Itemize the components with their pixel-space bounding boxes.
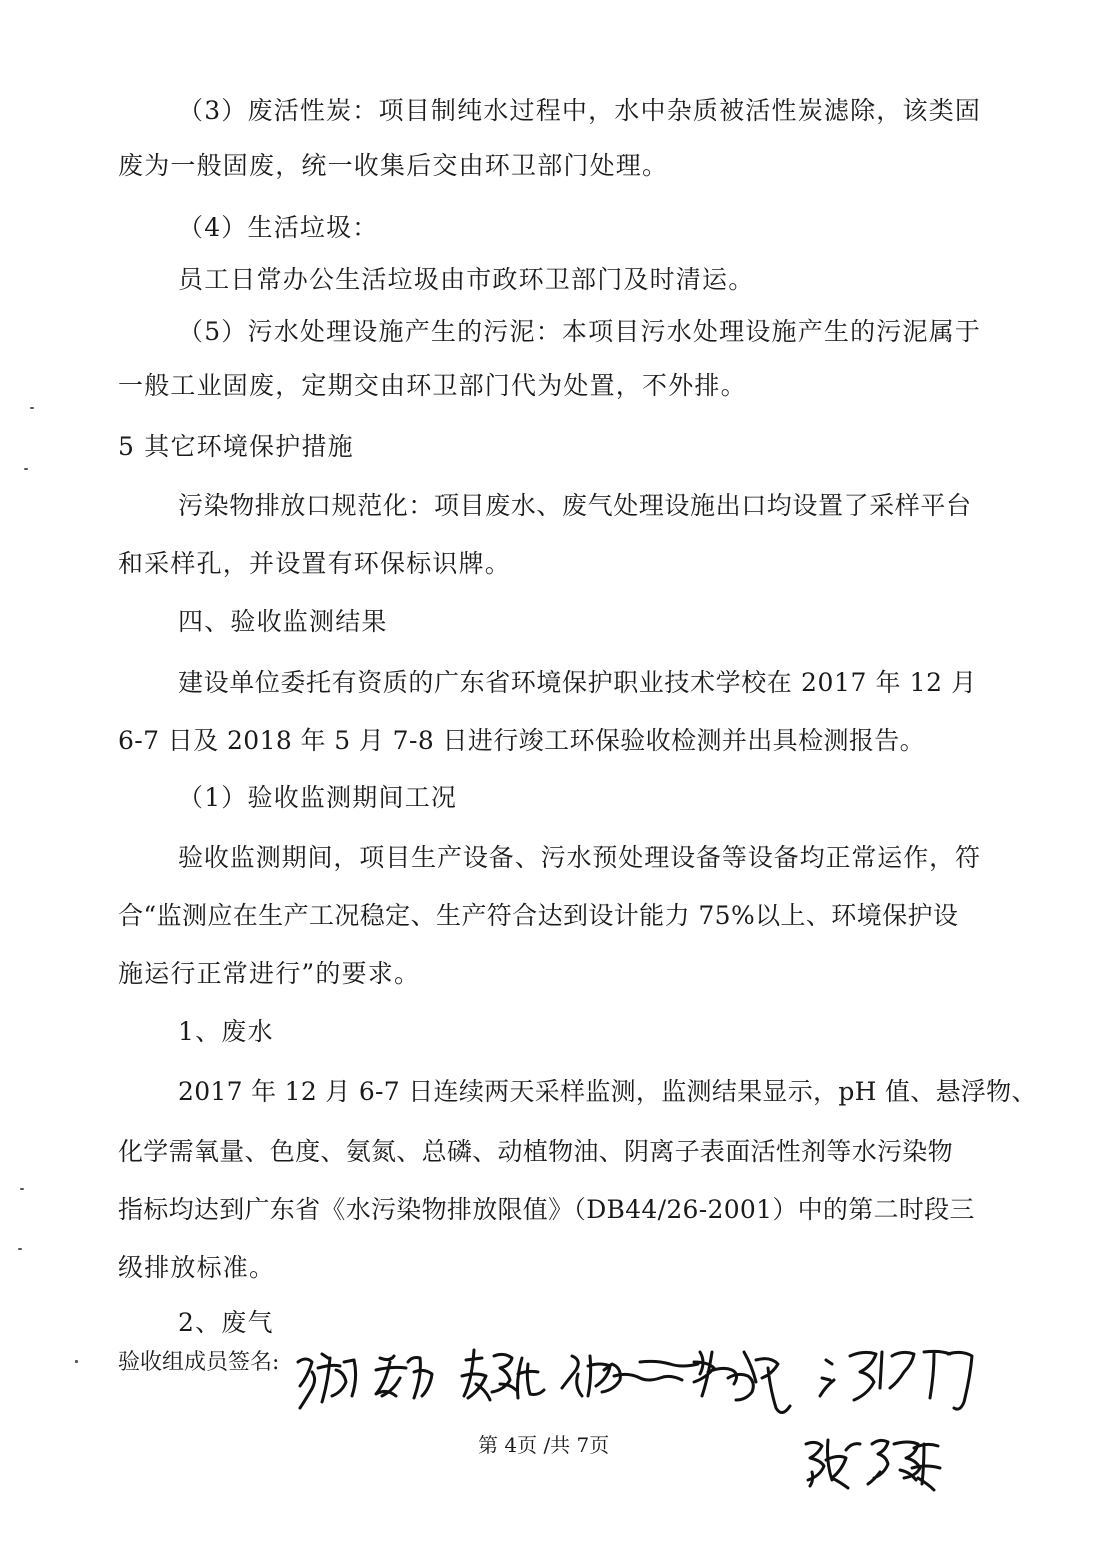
body-line: 验收监测期间，项目生产设备、污水预处理设备等设备均正常运作，符: [178, 843, 981, 872]
signature-label: 验收组成员签名:: [118, 1350, 280, 1375]
scan-speck: [18, 1248, 22, 1250]
scan-speck: [75, 1360, 78, 1363]
subsection-heading: 1、废水: [178, 1017, 274, 1046]
body-line: 指标均达到广东省《水污染物排放限值》（DB44/26-2001）中的第二时段三: [118, 1195, 975, 1224]
body-line: 一般工业固废，定期交由环卫部门代为处置，不外排。: [118, 371, 747, 400]
body-line: （5）污水处理设施产生的污泥：本项目污水处理设施产生的污泥属于: [178, 317, 982, 346]
section-heading: 5 其它环境保护措施: [118, 432, 354, 461]
scan-speck: [20, 1188, 24, 1190]
body-line: 合“监测应在生产工况稳定、生产符合达到设计能力 75%以上、环境保护设: [118, 901, 959, 930]
body-line: 员工日常办公生活垃圾由市政环卫部门及时清运。: [178, 265, 755, 294]
body-line: 级排放标准。: [118, 1253, 276, 1282]
section-heading: 四、验收监测结果: [178, 607, 388, 636]
body-line: 施运行正常进行”的要求。: [118, 959, 421, 988]
body-line: 建设单位委托有资质的广东省环境保护职业技术学校在 2017 年 12 月: [178, 668, 977, 697]
body-line: 6-7 日及 2018 年 5 月 7-8 日进行竣工环保验收检测并出具检测报告。: [118, 726, 926, 755]
scan-speck: [30, 407, 34, 409]
subsection-heading: 2、废气: [178, 1308, 274, 1337]
scan-speck: [24, 468, 28, 470]
body-line: （4）生活垃圾：: [178, 213, 379, 242]
page-footer: 第 4页 /共 7页: [478, 1433, 610, 1457]
subsection-heading: （1）验收监测期间工况: [178, 783, 458, 812]
body-line: 化学需氧量、色度、氨氮、总磷、动植物油、阴离子表面活性剂等水污染物: [118, 1137, 953, 1166]
body-line: 污染物排放口规范化：项目废水、废气处理设施出口均设置了采样平台: [178, 491, 972, 520]
body-line: 废为一般固废，统一收集后交由环卫部门处理。: [118, 151, 669, 180]
body-line: 2017 年 12 月 6-7 日连续两天采样监测，监测结果显示，pH 值、悬浮物、: [178, 1077, 1037, 1106]
body-line: 和采样孔，并设置有环保标识牌。: [118, 549, 512, 578]
body-line: （3）废活性炭：项目制纯水过程中，水中杂质被活性炭滤除，该类固: [178, 96, 982, 125]
